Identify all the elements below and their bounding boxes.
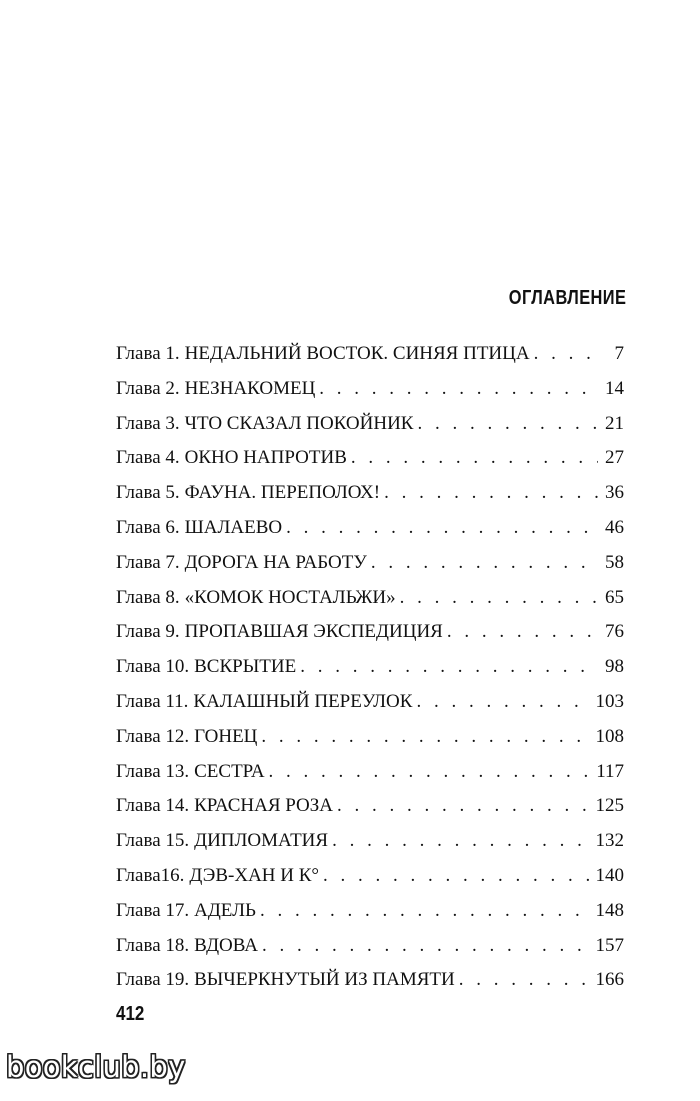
toc-chapter-title: ДИПЛОМАТИЯ [194,830,329,852]
toc-chapter-label: Глава 17. [116,899,190,921]
toc-page-number: 21 [605,412,624,434]
toc-entry [116,795,624,830]
toc-leader-dots [337,795,591,817]
toc-entry [116,865,624,900]
toc-chapter-label: Глава 19. [116,969,190,991]
toc-entry [116,343,624,378]
toc-leader-dots [300,656,598,678]
toc-page-number: 157 [595,934,624,956]
toc-chapter-title: ВЫЧЕРКНУТЫЙ ИЗ ПАМЯТИ [194,969,455,991]
toc-chapter-title: ПРОПАВШАЯ ЭКСПЕДИЦИЯ [184,621,443,643]
toc-leader-dots [400,587,598,609]
toc-chapter-label: Глава 7. [116,551,180,573]
toc-chapter-label: Глава 10. [116,656,190,678]
toc-chapter-title: ЧТО СКАЗАЛ ПОКОЙНИК [184,412,414,434]
toc-leader-dots [351,447,598,469]
toc-chapter-title: ДОРОГА НА РАБОТУ [184,551,367,573]
toc-chapter-title: АДЕЛЬ [194,899,256,921]
toc-chapter-title: ВСКРЫТИЕ [194,656,297,678]
toc-page-number: 58 [605,551,624,573]
page-number: 412 [116,1003,145,1025]
toc-entry [116,587,624,622]
toc-page-number: 65 [605,586,624,608]
toc-page-number: 76 [605,621,624,643]
toc-chapter-label: Глава 8. [116,586,180,608]
toc-page-number: 27 [605,447,624,469]
toc-entry [116,482,624,517]
toc-chapter-title: ДЭВ-ХАН И К° [189,864,320,886]
toc-chapter-label: Глава16. [116,864,185,886]
toc-page-number: 140 [595,864,624,886]
toc-leader-dots [332,830,591,852]
toc-leader-dots [416,691,591,713]
toc-page-number: 46 [605,516,624,538]
toc-leader-dots [261,726,591,748]
toc-leader-dots [534,343,598,365]
toc-leader-dots [447,621,598,643]
toc-page-number: 98 [605,656,624,678]
toc-leader-dots [262,935,592,957]
toc-chapter-label: Глава 18. [116,934,190,956]
toc-page-number: 108 [595,725,624,747]
toc-list [116,343,624,1004]
toc-chapter-label: Глава 12. [116,725,190,747]
toc-page-number: 132 [595,830,624,852]
toc-entry [116,761,624,796]
toc-page-number: 117 [596,760,624,782]
toc-chapter-label: Глава 6. [116,516,180,538]
toc-chapter-label: Глава 2. [116,377,180,399]
toc-chapter-title: ШАЛАЕВО [184,516,283,538]
toc-entry [116,691,624,726]
toc-chapter-label: Глава 9. [116,621,180,643]
watermark-logo: bookclub.by [6,1050,186,1084]
toc-chapter-label: Глава 13. [116,760,190,782]
toc-chapter-title: НЕДАЛЬНИЙ ВОСТОК. СИНЯЯ ПТИЦА [184,343,530,364]
toc-entry [116,378,624,413]
toc-leader-dots [371,552,598,574]
toc-chapter-label: Глава 1. [116,343,180,364]
toc-chapter-title: ФАУНА. ПЕРЕПОЛОХ! [184,482,381,504]
toc-entry [116,935,624,970]
toc-chapter-title: ОКНО НАПРОТИВ [184,447,347,469]
toc-leader-dots [323,865,591,887]
toc-entry [116,413,624,448]
toc-page-number: 148 [595,899,624,921]
toc-page-number: 7 [614,343,624,364]
toc-chapter-label: Глава 5. [116,482,180,504]
toc-leader-dots [260,900,592,922]
toc-chapter-label: Глава 4. [116,447,180,469]
toc-entry [116,900,624,935]
toc-entry [116,517,624,552]
toc-chapter-title: НЕЗНАКОМЕЦ [184,377,316,399]
toc-entry [116,552,624,587]
toc-chapter-label: Глава 15. [116,830,190,852]
toc-entry [116,830,624,865]
toc-leader-dots [417,413,598,435]
toc-page-number: 103 [595,690,624,712]
toc-heading: ОГЛАВЛЕНИЕ [508,287,626,309]
toc-page-number: 125 [595,795,624,817]
toc-leader-dots [459,969,592,991]
toc-leader-dots [269,761,593,783]
toc-chapter-title: КАЛАШНЫЙ ПЕРЕУЛОК [193,690,413,712]
toc-chapter-title: КРАСНАЯ РОЗА [194,795,334,817]
toc-chapter-title: ГОНЕЦ [194,725,258,747]
toc-chapter-title: «КОМОК НОСТАЛЬЖИ» [184,586,396,608]
toc-chapter-title: ВДОВА [194,934,258,956]
toc-entry [116,969,624,1004]
toc-entry [116,447,624,482]
toc-leader-dots [384,482,598,504]
toc-page-number: 14 [605,377,624,399]
toc-leader-dots [319,378,598,400]
toc-chapter-label: Глава 3. [116,412,180,434]
toc-entry [116,656,624,691]
toc-entry [116,726,624,761]
toc-chapter-label: Глава 11. [116,690,189,712]
toc-page-number: 36 [605,482,624,504]
toc-leader-dots [286,517,598,539]
toc-chapter-label: Глава 14. [116,795,190,817]
toc-page-number: 166 [595,969,624,991]
toc-entry [116,621,624,656]
toc-chapter-title: СЕСТРА [194,760,265,782]
